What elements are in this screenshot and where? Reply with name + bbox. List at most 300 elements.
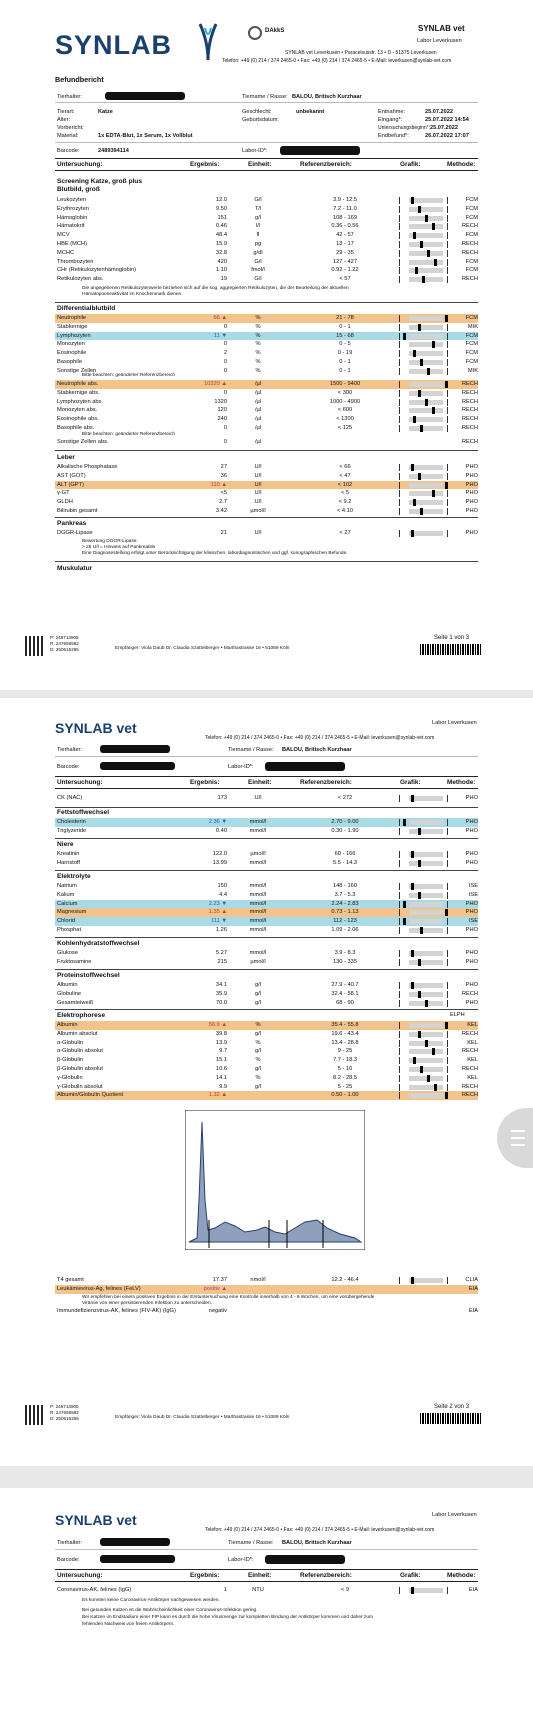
- tiername-value-p2: BALOU, Britisch Kurzhaar: [282, 747, 352, 753]
- geburt-label: Geburtsdatum:: [242, 117, 279, 123]
- result-value: 0: [223, 439, 227, 445]
- lab-contact: Telefon: +49 (0) 214 / 374 2465-0 • Fax: +49 (0) 214 / 374 2465-5 • E-Mail: leverkusen@synlab-vet.com: [222, 58, 452, 64]
- range-marker: [418, 828, 421, 835]
- page3-logo: SYNLAB vet: [55, 1512, 137, 1528]
- result-name: Neutrophile: [57, 315, 87, 321]
- range-marker: [411, 851, 414, 858]
- page2-contact: Telefon: +49 (0) 214 / 374 2465-0 • Fax: +49 (0) 214 / 374 2465-5 • E-Mail: leverkusen@synlab-vet.com: [205, 735, 435, 741]
- result-row: [55, 358, 478, 367]
- p2-footer-recipient: Empfänger: Viola Daub Dr. Claudia Szattelberger • Marthastrasse 16 • 51069 Köln: [115, 1415, 290, 1420]
- result-unit: pg: [254, 241, 262, 247]
- result-reference: 21 - 78: [336, 315, 354, 321]
- range-marker: [420, 425, 423, 432]
- dakks-logo: DAkkS: [248, 26, 292, 50]
- range-graphic: [399, 795, 465, 802]
- result-method: FCM: [465, 341, 478, 348]
- result-name: Kalium: [57, 891, 75, 898]
- result-value: 5.27: [215, 950, 227, 956]
- result-method: PHO: [465, 481, 478, 488]
- page-number: Seite 1 von 3: [434, 635, 470, 641]
- result-unit: %: [255, 350, 261, 357]
- range-marker: [411, 883, 414, 890]
- result-unit: g/l: [254, 1048, 261, 1055]
- result-name: Gesamteiweiß: [57, 999, 94, 1006]
- result-row: [55, 205, 478, 214]
- felv-note: Wir empfehlen bei einem positiven Ergebnis in der Erstuntersuchung eine Kontrolle innerhalb von 4 - 6 Wochen, um eine vorübergehende: [82, 1295, 375, 1300]
- range-graphic: [399, 1075, 465, 1082]
- result-method: RECH: [461, 1030, 478, 1037]
- range-marker: [411, 530, 414, 537]
- section-muskulatur: Muskulatur: [57, 565, 93, 572]
- result-reference: < 9: [340, 1587, 350, 1593]
- result-method: FCM: [465, 205, 478, 212]
- range-marker: [427, 368, 430, 375]
- footer-barcode-p2: [420, 1413, 482, 1424]
- result-value: 420: [217, 258, 227, 265]
- redacted-labid-p2: [265, 762, 345, 771]
- result-value: 10320 ▲: [203, 381, 227, 387]
- result-method: PHO: [465, 499, 478, 506]
- result-reference: 0 - 1: [339, 323, 351, 330]
- redacted-labid-p3: [265, 1555, 345, 1564]
- section-blutbild: Blutbild, groß: [57, 186, 100, 193]
- result-name: Leukämievirus-Ag, felines (FeLV): [57, 1286, 141, 1292]
- result-reference: 0.50 - 1.00: [331, 1092, 359, 1099]
- report-page-3: [0, 1488, 533, 1729]
- col-grafik: Grafik:: [400, 161, 421, 168]
- range-marker: [418, 959, 421, 966]
- result-reference: 3.9 - 8.3: [334, 950, 356, 956]
- result-unit: %: [255, 1057, 261, 1064]
- range-marker: [432, 341, 435, 348]
- result-value: 2.36 ▼: [208, 819, 227, 825]
- result-name: Stabkernige: [57, 323, 88, 330]
- result-unit: l/l: [255, 223, 261, 230]
- range-graphic: [399, 1066, 465, 1073]
- result-name: Immundefizienzvirus-AK, felines (FIV-AK) (IgG): [57, 1308, 176, 1314]
- p3-col-einheit: Einheit:: [248, 1572, 272, 1579]
- result-reference: 19.6 - 43.4: [331, 1030, 359, 1037]
- col-methode: Methode:: [447, 161, 476, 168]
- range-marker: [420, 359, 423, 366]
- range-marker: [418, 1031, 421, 1038]
- result-unit: mmol/l: [249, 918, 267, 925]
- range-graphic: [399, 1057, 465, 1064]
- result-method: PHO: [465, 950, 478, 956]
- result-row: [55, 332, 478, 341]
- result-unit: mmol/l: [249, 909, 267, 916]
- range-graphic: [399, 464, 465, 471]
- result-value: 66 ▲: [213, 315, 227, 321]
- result-reference: 3.7 - 5.3: [334, 891, 356, 898]
- result-name: MCHC: [57, 249, 75, 256]
- result-value: 2: [223, 350, 227, 357]
- result-unit: mmol/l: [249, 891, 267, 898]
- range-graphic: [399, 1308, 465, 1315]
- material-value: 1x EDTA-Blut, 1x Serum, 1x Vollblut: [98, 133, 193, 139]
- result-name: Sonstige Zellen: [57, 367, 97, 374]
- result-name: Leukozyten: [57, 197, 87, 203]
- result-row: [55, 917, 478, 926]
- range-graphic: [399, 232, 465, 239]
- range-marker: [425, 1000, 428, 1007]
- alter-label: Alter:: [57, 117, 71, 123]
- range-marker: [425, 215, 428, 222]
- range-marker: [418, 892, 421, 899]
- lab-name: SYNLAB vet: [418, 24, 465, 33]
- footer-barcode: [420, 644, 482, 655]
- result-value: 32.8: [215, 249, 227, 256]
- range-marker: [418, 390, 421, 397]
- result-name: CHr (Retikulozytenhämoglobin): [57, 267, 137, 274]
- range-marker: [434, 1084, 437, 1091]
- result-method: PHO: [465, 909, 478, 916]
- result-value: 120: [217, 407, 227, 414]
- result-row: [55, 1276, 478, 1285]
- result-method: PHO: [465, 530, 478, 536]
- result-unit: mmol/l: [249, 927, 267, 933]
- result-reference: 0 - 5: [339, 341, 351, 348]
- result-row: [55, 1586, 478, 1595]
- result-unit: %: [255, 315, 261, 321]
- result-unit: mmol/l: [249, 859, 267, 866]
- range-graphic: [399, 250, 465, 257]
- result-value: 150: [217, 883, 227, 889]
- result-reference: 32.4 - 58.1: [331, 990, 359, 997]
- range-marker: [411, 1587, 414, 1594]
- report-page-2: [0, 698, 533, 1466]
- result-value: 34.1: [215, 982, 227, 988]
- result-row: [55, 1285, 478, 1294]
- redacted-barcode-p2: [100, 762, 175, 770]
- result-name: HBE (MCH): [57, 241, 88, 247]
- range-marker: [403, 918, 406, 925]
- result-name: AST (GOT): [57, 472, 86, 479]
- result-reference: 27.9 - 40.7: [331, 982, 359, 988]
- result-reference: < 272: [337, 795, 353, 801]
- result-unit: g/l: [254, 982, 261, 988]
- range-graphic: [399, 982, 465, 989]
- result-row: [55, 507, 478, 516]
- result-name: α-Globulin absolut: [57, 1048, 103, 1055]
- result-name: Hämatokrit: [57, 223, 85, 230]
- range-marker: [413, 416, 416, 423]
- col-einheit: Einheit:: [248, 161, 272, 168]
- result-reference: 0 - 19: [337, 350, 353, 357]
- result-unit: µmol/l: [250, 508, 266, 514]
- range-graphic: [399, 390, 465, 397]
- section-elph: Elektrophorese: [57, 1012, 106, 1019]
- geschlecht-label: Geschlecht:: [242, 109, 272, 115]
- result-unit: /µl: [254, 439, 262, 445]
- result-reference: 68 - 90: [336, 999, 354, 1006]
- result-unit: g/l: [254, 1066, 261, 1072]
- result-method: RECH: [461, 223, 478, 230]
- entnahme-label: Entnahme:: [378, 109, 406, 115]
- redacted-owner-p2: [100, 745, 170, 753]
- result-row: [55, 1083, 478, 1092]
- synlab-logo-mark: [197, 22, 219, 62]
- range-graphic: [399, 1286, 465, 1293]
- result-reference: < 300: [337, 389, 353, 396]
- result-name: Monozyten abs.: [57, 407, 98, 414]
- result-row: [55, 882, 478, 891]
- result-reference: < 1300: [336, 416, 354, 423]
- result-reference: 1000 - 4900: [329, 398, 361, 405]
- result-row: [55, 1074, 478, 1083]
- retic-note-2: Hämatopoeseaktivität im Knochenmark dienen.: [82, 292, 183, 297]
- section-elektrolyte: Elektrolyte: [57, 873, 91, 880]
- range-graphic: [399, 473, 465, 480]
- laborid-label: Labor-ID*:: [242, 148, 268, 154]
- result-method: EIA: [468, 1587, 478, 1593]
- section-leber: Leber: [57, 454, 75, 461]
- tiername-label-p3: Tiername / Rasse:: [228, 1540, 274, 1546]
- range-marker: [418, 473, 421, 480]
- result-row: [55, 258, 478, 267]
- result-name: Neutrophile abs.: [57, 381, 99, 387]
- result-unit: G/l: [254, 258, 262, 265]
- range-marker: [415, 267, 418, 274]
- result-value: 56.9 ▲: [208, 1022, 227, 1028]
- result-reference: 60 - 166: [334, 851, 356, 857]
- result-name: Calcium: [57, 900, 78, 907]
- result-reference: 12.2 - 46.4: [331, 1277, 359, 1283]
- result-value: 151: [217, 214, 227, 221]
- result-value: 1320: [214, 398, 227, 405]
- result-reference: 7.7 - 18.3: [332, 1057, 358, 1064]
- result-method: ISE: [468, 918, 478, 925]
- result-unit: U/l: [254, 472, 262, 479]
- result-value: 4.4: [219, 891, 227, 898]
- result-reference: 127 - 427: [332, 258, 358, 265]
- result-method: RECH: [461, 389, 478, 396]
- result-reference: 7.2 - 11.0: [333, 205, 357, 212]
- result-row: [55, 926, 478, 935]
- page2-logo: SYNLAB vet: [55, 720, 137, 736]
- result-name: β-Globulin absolut: [57, 1066, 103, 1072]
- result-reference: < 47: [339, 472, 351, 479]
- result-method: PHO: [465, 851, 478, 857]
- result-name: Albumin: [57, 982, 78, 988]
- result-row: [55, 891, 478, 900]
- range-marker: [434, 259, 437, 266]
- barcode-label: Barcode:: [57, 148, 80, 154]
- result-unit: g/l: [254, 999, 261, 1006]
- result-method: PHO: [465, 819, 478, 825]
- barcode-value: 2489394114: [98, 148, 129, 154]
- range-graphic: [399, 439, 465, 446]
- range-graphic: [399, 259, 465, 266]
- range-graphic: [399, 333, 465, 340]
- result-method: RECH: [461, 416, 478, 423]
- range-graphic: [399, 1022, 465, 1029]
- result-reference: 0 - 1: [339, 359, 351, 365]
- range-graphic: [399, 399, 465, 406]
- result-unit: nmol/l: [250, 1277, 266, 1283]
- barcode-label-p2: Barcode:: [57, 764, 80, 770]
- beginn-value: 25.07.2022: [430, 125, 458, 131]
- result-row: [55, 949, 478, 958]
- result-unit: µmol/l: [250, 958, 266, 965]
- p2-col-ergebnis: Ergebnis:: [190, 779, 220, 786]
- result-value: 3.42: [215, 508, 227, 514]
- side-menu-button[interactable]: [497, 1108, 533, 1168]
- result-row: [55, 314, 478, 323]
- result-value: 1: [223, 1587, 227, 1593]
- result-value: 0: [223, 323, 227, 330]
- range-graphic: [399, 883, 465, 890]
- result-unit: g/l: [254, 1030, 261, 1037]
- result-method: RECH: [461, 1092, 478, 1099]
- result-unit: NTU: [252, 1587, 264, 1593]
- result-reference: 29 - 35: [336, 249, 354, 256]
- result-value: 240: [217, 416, 227, 423]
- range-graphic: [399, 197, 465, 204]
- result-name: CK (NAC): [57, 795, 83, 801]
- result-method: ISE: [468, 883, 478, 889]
- result-row: [55, 958, 478, 967]
- p2-footer-id-2: R: 247656582: [50, 1410, 79, 1415]
- result-reference: 112 - 123: [333, 918, 357, 925]
- result-method: PHO: [465, 927, 478, 933]
- p2-footer-id-3: D: 250515265: [50, 1416, 79, 1421]
- result-value: 0.46: [215, 223, 227, 230]
- corona-note-2: Bei gesunden Katzen ist die Wahrscheinlichkeit einer Coronavirus-Infektion gering.: [82, 1608, 258, 1613]
- result-unit: G/l: [254, 197, 262, 203]
- result-reference: 0.92 - 1.22: [331, 267, 359, 274]
- tiername-value-p3: BALOU, Britisch Kurzhaar: [282, 1540, 352, 1546]
- range-graphic: [399, 350, 465, 357]
- range-graphic: [399, 901, 465, 908]
- result-row: [55, 196, 478, 205]
- range-graphic: [399, 324, 465, 331]
- range-marker: [445, 909, 448, 916]
- range-graphic: [399, 416, 465, 423]
- range-graphic: [399, 950, 465, 957]
- result-unit: %: [255, 323, 261, 330]
- result-reference: < 102: [337, 481, 353, 488]
- result-method: RECH: [461, 990, 478, 997]
- result-value: 173: [217, 795, 227, 801]
- result-row: [55, 240, 478, 249]
- result-method: RECH: [461, 1066, 478, 1072]
- result-name: Lymphozyten: [57, 332, 91, 339]
- range-graphic: [399, 1587, 465, 1594]
- result-reference: 9 - 25: [337, 1048, 353, 1055]
- result-row: [55, 1091, 478, 1100]
- result-reference: 2.24 - 2.83: [331, 900, 359, 907]
- result-value: 0: [223, 367, 227, 374]
- range-graphic: [399, 909, 465, 916]
- result-unit: U/l: [254, 499, 262, 506]
- result-name: γ-Globulin: [57, 1074, 83, 1081]
- result-row: [55, 1030, 478, 1039]
- result-reference: 42 - 57: [336, 232, 354, 239]
- result-unit: mmol/l: [249, 883, 267, 889]
- result-value: 2.7: [219, 499, 227, 506]
- dggr-note: Bewertung DGGR-Lipase:: [82, 539, 138, 544]
- result-value: 15.1: [215, 1057, 227, 1064]
- result-value: 1.35 ▲: [208, 909, 227, 916]
- result-name: Eosinophile abs.: [57, 416, 99, 423]
- range-marker: [418, 860, 421, 867]
- range-marker: [403, 901, 406, 908]
- result-name: Glukose: [57, 950, 78, 956]
- result-name: GLDH: [57, 499, 73, 506]
- result-value: 111 ▼: [211, 918, 227, 925]
- result-name: Eosinophile: [57, 350, 87, 357]
- result-value: 13.99: [212, 859, 227, 866]
- range-graphic: [399, 828, 465, 835]
- range-marker: [413, 232, 416, 239]
- result-row: [55, 990, 478, 999]
- result-row: [55, 275, 478, 284]
- range-graphic: [399, 927, 465, 934]
- result-method: RECH: [461, 439, 478, 445]
- p3-col-untersuchung: Untersuchung:: [57, 1572, 103, 1579]
- result-name: Coronavirus-AK, felines (IgG): [57, 1587, 132, 1593]
- result-name: Albumin/Globulin Quotient: [57, 1092, 124, 1099]
- result-method: RECH: [461, 276, 478, 283]
- p2-col-einheit: Einheit:: [248, 779, 272, 786]
- range-graphic: [399, 860, 465, 867]
- tiername-label-p2: Tiername / Rasse:: [228, 747, 274, 753]
- barcode-label-p3: Barcode:: [57, 1557, 80, 1563]
- range-marker: [418, 324, 421, 331]
- result-unit: %: [255, 332, 261, 339]
- result-row: [55, 489, 478, 498]
- result-name: Stabkernige abs.: [57, 389, 100, 396]
- result-method: KEL: [467, 1022, 478, 1028]
- range-graphic: [399, 892, 465, 899]
- range-graphic: [399, 381, 465, 388]
- result-value: 27: [220, 464, 227, 470]
- result-row: [55, 380, 478, 389]
- result-reference: 5 - 25: [337, 1083, 353, 1090]
- eingang-value: 25.07.2022 14:54: [425, 117, 469, 123]
- range-marker: [425, 1040, 428, 1047]
- result-method: EIA: [468, 1286, 478, 1292]
- p3-col-referenz: Referenzbereich:: [300, 1572, 352, 1579]
- section-protein: Proteinstoffwechsel: [57, 972, 120, 979]
- range-marker: [445, 1092, 448, 1099]
- result-value: 9.9: [219, 1083, 227, 1090]
- range-marker: [420, 508, 423, 515]
- p2-col-referenz: Referenzbereich:: [300, 779, 352, 786]
- result-reference: 13 - 17: [336, 241, 354, 247]
- p3-col-grafik: Grafik:: [400, 1572, 421, 1579]
- range-marker: [432, 223, 435, 230]
- redacted-labid: [280, 146, 360, 155]
- felv-note-2: Virämie von einer persistierenden Infektion zu unterscheiden.: [82, 1301, 213, 1306]
- section-fett: Fettstoffwechsel: [57, 809, 110, 816]
- footer-id-1: P: 246713905: [50, 635, 79, 640]
- result-value: 15.9: [215, 241, 227, 247]
- result-method: RECH: [461, 398, 478, 405]
- result-unit: mmol/l: [249, 827, 267, 834]
- result-row: [55, 1065, 478, 1074]
- result-row: [55, 406, 478, 415]
- result-method: PHO: [465, 900, 478, 907]
- result-unit: µmol/l: [250, 851, 266, 857]
- section-screening: Screening Katze, groß plus: [57, 178, 143, 185]
- range-graphic: [399, 223, 465, 230]
- result-method: FCM: [465, 258, 478, 265]
- laborid-label-p2: Labor-ID*:: [228, 764, 254, 770]
- result-reference: 1.09 - 2.06: [331, 927, 359, 933]
- result-method: RECH: [461, 425, 478, 431]
